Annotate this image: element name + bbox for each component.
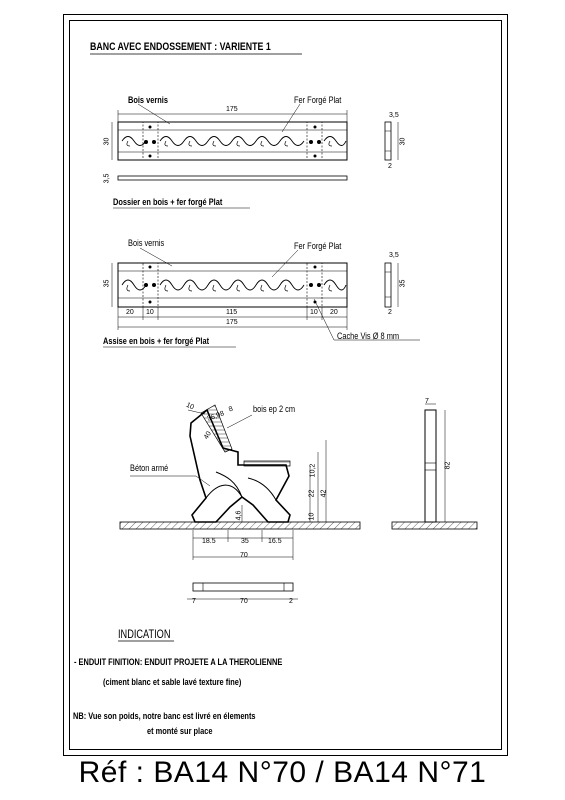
- profile-dim-10: 10: [184, 401, 195, 412]
- profile-base-185: 18.5: [202, 538, 216, 545]
- profile-dim-3698: 36,98: [206, 410, 226, 423]
- dossier-side-bottom: 2: [388, 163, 392, 170]
- profile-dim-8: 8: [227, 405, 234, 414]
- assise-cache-vis: Cache Vis Ø 8 mm: [337, 331, 400, 342]
- bench-plan: [187, 583, 298, 599]
- profile-base-35: 35: [241, 538, 249, 545]
- dossier-side-top: 3,5: [389, 112, 399, 119]
- sideview-dim-height: 82: [444, 461, 452, 470]
- assise-seg-4: 10: [310, 309, 318, 316]
- dossier-panel: [112, 104, 398, 208]
- indication-heading: INDICATION: [118, 629, 171, 641]
- assise-label-bois: Bois vernis: [128, 238, 165, 249]
- indication-line-2: (ciment blanc et sable lavé texture fine): [103, 677, 242, 688]
- dossier-dim-thick: 3,5: [103, 173, 111, 184]
- bench-side-view: [392, 404, 477, 529]
- profile-dim-22: 22: [308, 489, 316, 498]
- assise-seg-3: 115: [226, 309, 238, 316]
- plan-dim-c: 2: [289, 598, 293, 605]
- sideview-dim-top: 7: [425, 398, 429, 405]
- dossier-dim-height: 30: [103, 137, 111, 146]
- indication-line-1: - ENDUIT FINITION: ENDUIT PROJETE A LA THEROLIENNE: [74, 657, 283, 668]
- profile-dim-102: 10,2: [309, 463, 317, 478]
- assise-caption: Assise en bois + fer forgé Plat: [103, 336, 210, 347]
- profile-dim-46: 4,6: [235, 510, 243, 521]
- profile-dim-40: 40: [202, 430, 213, 441]
- profile-dim-42: 42: [320, 489, 328, 498]
- drawing-title: BANC AVEC ENDOSSEMENT : VARIENTE 1: [90, 41, 271, 53]
- bench-profile: [120, 405, 360, 560]
- reference-label: Réf : BA14 N°70 / BA14 N°71: [78, 756, 487, 789]
- dossier-label-fer: Fer Forgé Plat: [294, 95, 342, 106]
- assise-seg-5: 20: [330, 309, 338, 316]
- assise-label-fer: Fer Forgé Plat: [294, 241, 342, 252]
- assise-dim-length: 175: [226, 319, 238, 326]
- assise-side-top: 3,5: [389, 252, 399, 259]
- profile-base-165: 16.5: [268, 538, 282, 545]
- indication-nb-1: NB: Vue son poids, notre banc est livré en élements: [73, 711, 256, 722]
- assise-seg-1: 20: [126, 309, 134, 316]
- assise-side-bottom: 2: [388, 309, 392, 316]
- dossier-label-bois: Bois vernis: [128, 95, 168, 106]
- plan-dim-b: 70: [240, 598, 248, 605]
- dossier-side-height: 30: [399, 137, 407, 146]
- assise-seg-2: 10: [146, 309, 154, 316]
- indication-nb-2: et monté sur place: [147, 726, 213, 737]
- profile-base-70: 70: [240, 552, 248, 559]
- profile-label-bois: bois ep 2 cm: [253, 404, 296, 415]
- profile-dim-10b: 10: [308, 512, 316, 521]
- assise-dim-height: 35: [103, 279, 111, 288]
- assise-side-height: 35: [399, 279, 407, 288]
- plan-dim-a: 7: [192, 598, 196, 605]
- profile-label-beton: Béton armé: [130, 463, 169, 474]
- dossier-caption: Dossier en bois + fer forgé Plat: [113, 197, 223, 208]
- dossier-dim-length: 175: [226, 106, 238, 113]
